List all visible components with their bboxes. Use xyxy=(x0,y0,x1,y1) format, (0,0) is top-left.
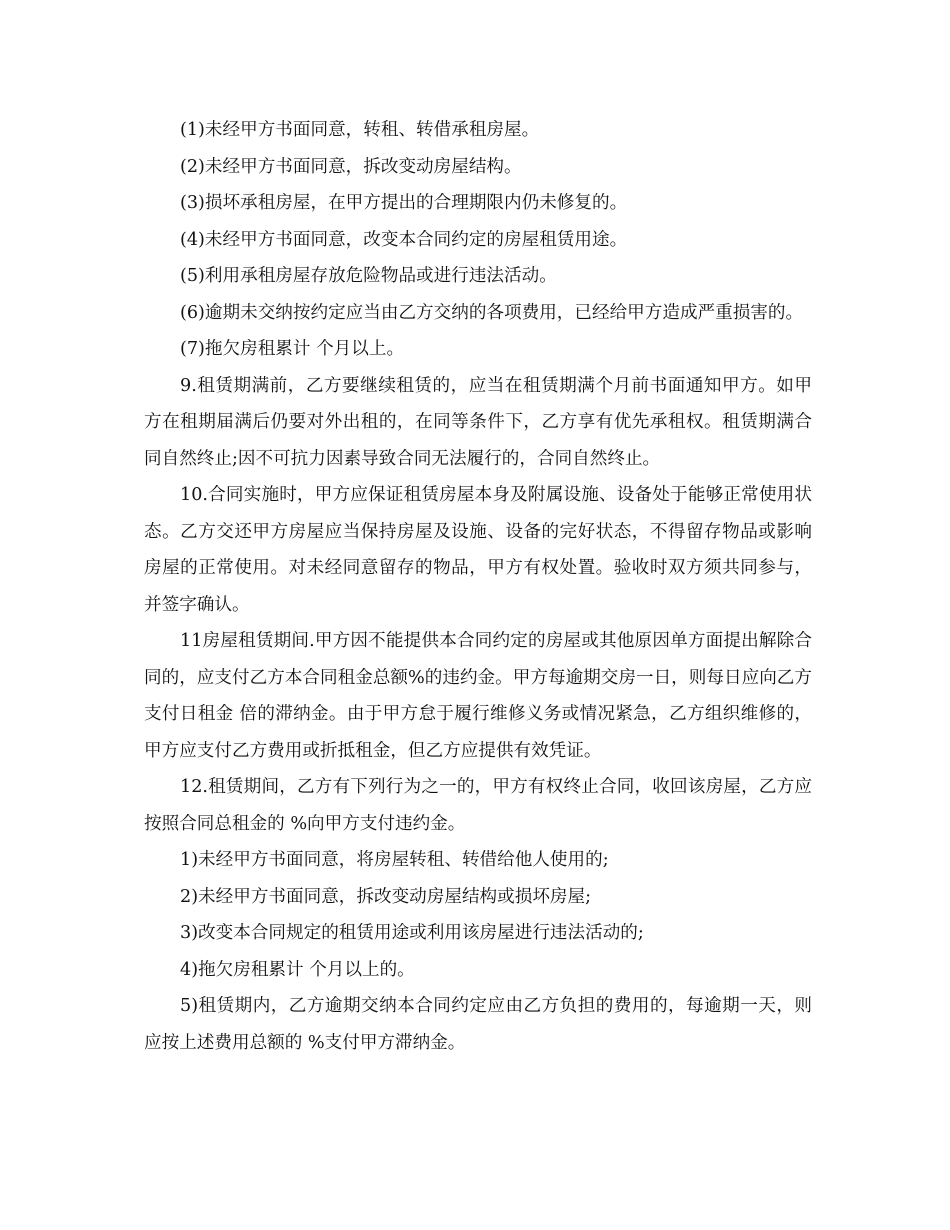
section-12-item-1: 1)未经甲方书面同意，将房屋转租、转借给他人使用的; xyxy=(180,850,609,870)
document-body xyxy=(144,112,812,1061)
section-10: 10.合同实施时，甲方应保证租赁房屋本身及附属设施、设备处于能够正常使用状态。乙方交还甲方房屋应当保持房屋及设施、设备的完好状态，不得留存物品或影响房屋的正常使用。对未经同意留存的物品，甲方有权处置。验收时双方须共同参与，并签字确认。 xyxy=(144,485,812,615)
clause-5: (5)利用承租房屋存放危险物品或进行违法活动。 xyxy=(180,266,557,286)
clause-3: (3)损坏承租房屋，在甲方提出的合理期限内仍未修复的。 xyxy=(180,193,628,213)
section-11: 11房屋租赁期间.甲方因不能提供本合同约定的房屋或其他原因单方面提出解除合同的，应支付乙方本合同租金总额%的违约金。甲方每逾期交房一日，则每日应向乙方支付日租金 倍的滞纳金。由于甲方怠于履行维修义务或情况紧急，乙方组织维修的，甲方应支付乙方费用或折抵租金，但乙方应提供有效凭证。 xyxy=(144,631,812,761)
clause-6: (6)逾期未交纳按约定应当由乙方交纳的各项费用，已经给甲方造成严重损害的。 xyxy=(180,302,804,323)
clause-7: (7)拖欠房租累计 个月以上。 xyxy=(180,339,405,359)
clause-1: (1)未经甲方书面同意，转租、转借承租房屋。 xyxy=(180,120,540,140)
section-12-item-3: 3)改变本合同规定的租赁用途或利用该房屋进行违法活动的; xyxy=(180,923,644,943)
section-12-item-5: 5)租赁期内，乙方逾期交纳本合同约定应由乙方负担的费用的，每逾期一天，则应按上述费用总额的 %支付甲方滞纳金。 xyxy=(144,996,812,1053)
section-12-item-2: 2)未经甲方书面同意，拆改变动房屋结构或损坏房屋; xyxy=(180,886,592,907)
clause-2: (2)未经甲方书面同意，拆改变动房屋结构。 xyxy=(180,156,522,177)
clause-4: (4)未经甲方书面同意，改变本合同约定的房屋租赁用途。 xyxy=(180,229,628,250)
section-12-item-4: 4)拖欠房租累计 个月以上的。 xyxy=(180,959,415,980)
section-9: 9.租赁期满前，乙方要继续租赁的，应当在租赁期满个月前书面通知甲方。如甲方在租期届满后仍要对外出租的，在同等条件下，乙方享有优先承租权。租赁期满合同自然终止;因不可抗力因素导致合同无法履行的，合同自然终止。 xyxy=(144,375,812,469)
section-12: 12.租赁期间，乙方有下列行为之一的，甲方有权终止合同，收回该房屋，乙方应按照合同总租金的 %向甲方支付违约金。 xyxy=(144,777,812,834)
